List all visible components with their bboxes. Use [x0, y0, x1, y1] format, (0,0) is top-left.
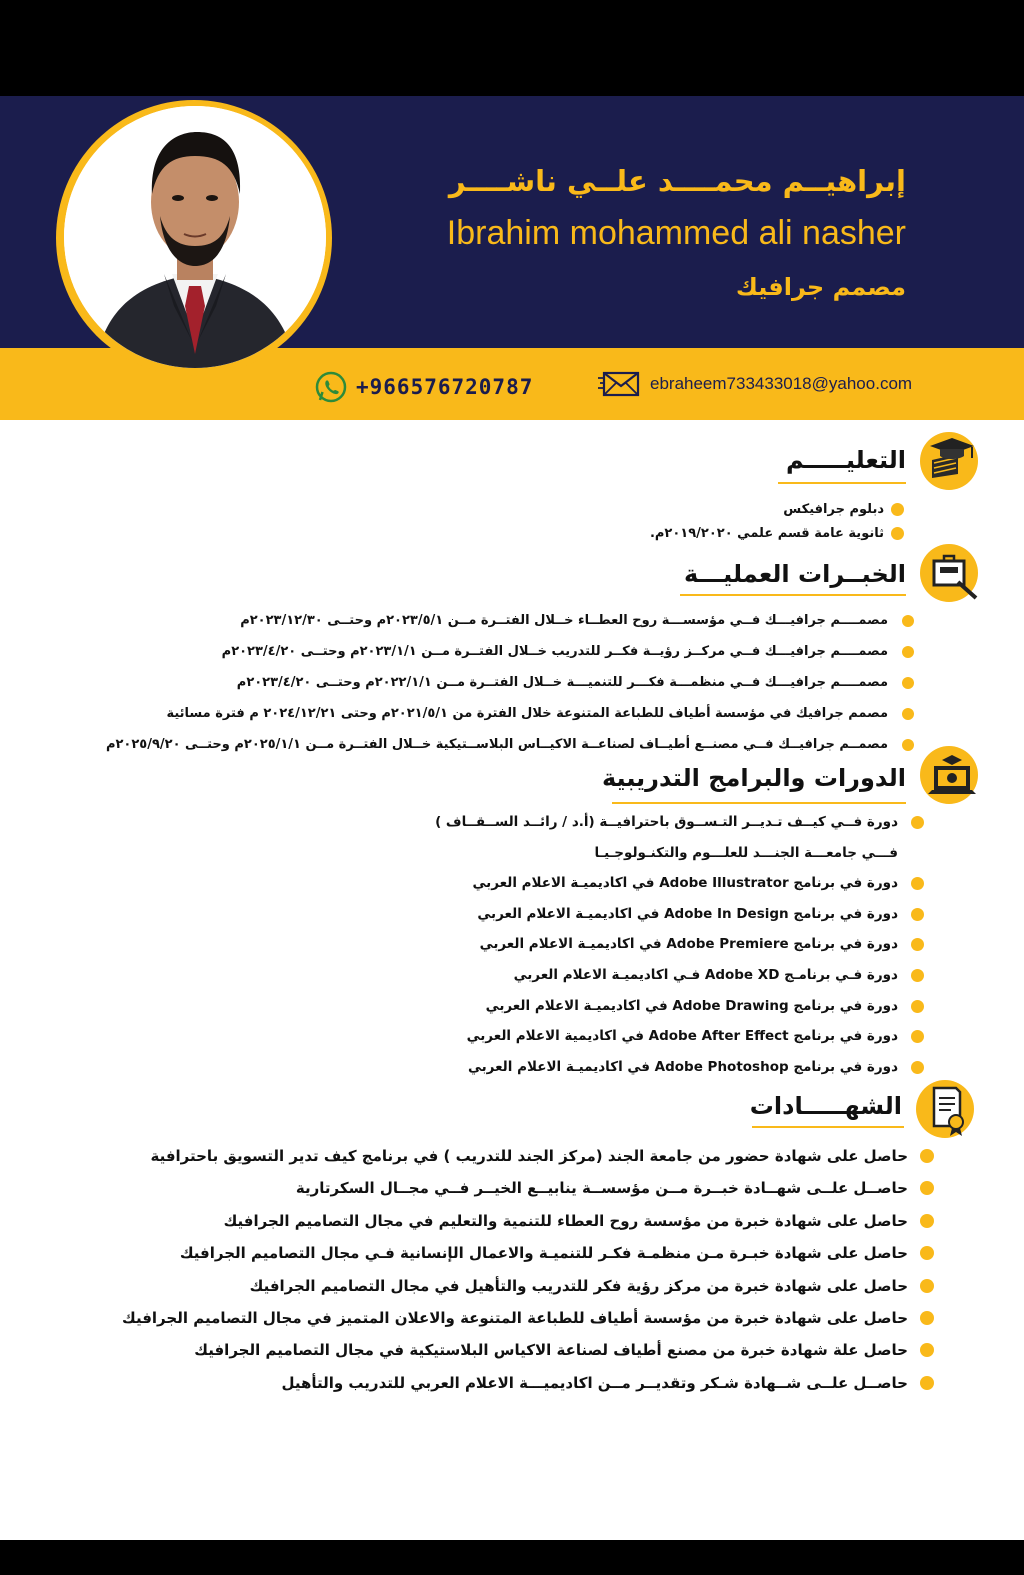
- profile-photo: [64, 106, 326, 368]
- certificate-item: حاصل على شهادة خبرة من مركز رؤية فكر للتدريب والتأهيل في مجال التصاميم الجرافيك: [44, 1270, 934, 1302]
- course-item: دورة في برنامج Adobe Illustrator في اكاديميـة الاعلام العربي: [366, 868, 924, 899]
- bullet-dot: [920, 1311, 934, 1325]
- education-section-icon: [920, 432, 978, 490]
- course-item: دورة في برنامج Adobe Photoshop في اكاديميـة الاعلام العربي: [366, 1052, 924, 1083]
- top-black-bar: [0, 0, 1024, 96]
- phone-contact[interactable]: [314, 370, 533, 404]
- bottom-black-bar: [0, 1540, 1024, 1575]
- bullet-dot: [911, 908, 924, 921]
- experience-section-icon: [920, 544, 978, 602]
- bullet-dot: [902, 677, 914, 689]
- certificates-underline: [752, 1126, 904, 1128]
- course-item: دورة في برنامج Adobe Premiere في اكاديميـة الاعلام العربي: [366, 929, 924, 960]
- certificates-title: الشهـــــادات: [749, 1092, 902, 1120]
- experience-list: [68, 605, 914, 760]
- bullet-dot: [902, 615, 914, 627]
- experience-item: مصمــم جرافيــك فــي مصنــع أطيــاف لصناعــة الاكيــاس البلاســتيكية خــلال الفتــرة مــن ٢٠٢٥/١/١م وحتــى ٢٠٢٥/٩/٢٠م: [68, 729, 914, 760]
- course-item: دورة فـي برنامـج Adobe XD فـي اكاديميـة الاعلام العربي: [366, 960, 924, 991]
- job-title: مصمم جرافيك: [735, 273, 906, 301]
- bullet-dot: [911, 877, 924, 890]
- bullet-dot: [911, 1061, 924, 1074]
- education-item: ثانوية عامة قسم علمي ٢٠١٩/٢٠٢٠م.: [560, 522, 904, 546]
- certificate-item: حاصل على شهادة حضور من جامعة الجند (مركز الجند للتدريب ) في برنامج كيف تدير التسويق باحترافية: [44, 1140, 934, 1172]
- experience-item: مصمم جرافيك في مؤسسة أطياف للطباعة المتنوعة خلال الفترة من ٢٠٢١/٥/١م وحتى ٢٠٢٤/١٢/٢١ م فترة مسائية: [68, 698, 914, 729]
- certificates-list: [44, 1140, 934, 1399]
- course-item-continuation: فـــي جامعـــة الجنـــد للعلـــوم والتكنـولوجـيـا: [594, 844, 898, 861]
- education-title: التعليـــــم: [785, 446, 906, 474]
- email-address: ebraheem733433018@yahoo.com: [650, 374, 913, 393]
- experience-title: الخبــرات العمليـــة: [684, 560, 906, 588]
- experience-item: مصمــــم جرافيـــك فــي منظمـــة فكـــر للتنميـــة خــلال الفتــرة مــن ٢٠٢٢/١/١م وحتــى ٢٠٢٣/٤/٢٠م: [68, 667, 914, 698]
- certificate-item: حاصل على شهادة خبرة من مؤسسة أطياف للطباعة المتنوعة والاعلان المتميز في مجال التصاميم الجرافيك: [44, 1302, 934, 1334]
- education-item: دبلوم جرافيكس: [560, 498, 904, 522]
- whatsapp-icon: [314, 370, 348, 404]
- bullet-dot: [920, 1376, 934, 1390]
- bullet-dot: [891, 527, 904, 540]
- bullet-dot: [902, 646, 914, 658]
- certificate-item: حاصــل علــى شــهادة شـكر وتقديــر مــن اكاديميـــة الاعلام العربي للتدريب والتأهيل: [44, 1367, 934, 1399]
- course-item: دورة فــي كيــف تـديــر التـســوق باحترافيــة (أ.د / رائــد الســقــاف ): [366, 807, 924, 838]
- bullet-dot: [911, 969, 924, 982]
- courses-underline: [612, 802, 906, 804]
- course-item: دورة في برنامج Adobe After Effect في اكاديمية الاعلام العربي: [366, 1021, 924, 1052]
- experience-underline: [680, 594, 906, 596]
- bullet-dot: [911, 1000, 924, 1013]
- bullet-dot: [891, 503, 904, 516]
- courses-title: الدورات والبرامج التدريبية: [601, 764, 906, 792]
- certificates-section-icon: [916, 1080, 974, 1138]
- courses-section-icon: [920, 746, 978, 804]
- bullet-dot: [902, 708, 914, 720]
- certificate-icon: [916, 1080, 974, 1138]
- bullet-dot: [911, 1030, 924, 1043]
- bullet-dot: [920, 1246, 934, 1260]
- course-item: دورة في برنامج Adobe In Design في اكاديميـة الاعلام العربي: [366, 899, 924, 930]
- envelope-icon: [598, 370, 642, 398]
- certificate-item: حاصل علة شهادة خبرة من مصنع أطياف لصناعة الاكياس البلاستيكية في مجال التصاميم الجرافيك: [44, 1334, 934, 1366]
- bullet-dot: [920, 1181, 934, 1195]
- bullet-dot: [920, 1214, 934, 1228]
- experience-item: مصمــــم جرافيـــك فــي مؤسســـة روح العطــاء خــلال الفتــرة مــن ٢٠٢٣/٥/١م وحتــى ٢٠٢٣/١٢/٣٠م: [68, 605, 914, 636]
- courses-list: [366, 807, 924, 1082]
- graduation-cap-icon: [920, 432, 978, 490]
- bullet-dot: [902, 739, 914, 751]
- bullet-dot: [920, 1149, 934, 1163]
- experience-item: مصمــــم جرافيـــك فــي مركــز رؤيــة فكــر للتدريب خــلال الفتــرة مــن ٢٠٢٣/١/١م وحتــى ٢٠٢٣/٤/٢٠م: [68, 636, 914, 667]
- bullet-dot: [920, 1279, 934, 1293]
- certificate-item: حاصل على شهادة خبرة من مؤسسة روح العطاء للتنمية والتعليم في مجال التصاميم الجرافيك: [44, 1205, 934, 1237]
- bullet-dot: [911, 816, 924, 829]
- jobs-board-icon: [920, 544, 978, 602]
- bullet-dot: [911, 938, 924, 951]
- portrait-illustration: [64, 106, 326, 368]
- certificate-item: حاصــل علــى شهــادة خبــرة مــن مؤسســة ينابيــع الخيــر فــي مجــال السكرتارية: [44, 1172, 934, 1204]
- certificate-item: حاصل على شهادة خبـرة مـن منظمـة فكـر للتنميـة والاعمال الإنسانية فـي مجال التصاميم الجرافيك: [44, 1237, 934, 1269]
- laptop-graduation-icon: [920, 746, 978, 804]
- course-item: دورة في برنامج Adobe Drawing في اكاديميـة الاعلام العربي: [366, 991, 924, 1022]
- name-arabic: إبراهيــم محمــــد علــي ناشــــر: [448, 164, 906, 198]
- phone-number: +966576720787: [356, 375, 534, 399]
- education-list: [560, 498, 904, 546]
- education-underline: [778, 482, 906, 484]
- email-contact[interactable]: [598, 370, 912, 398]
- name-english: Ibrahim mohammed ali nasher: [446, 214, 906, 252]
- bullet-dot: [920, 1343, 934, 1357]
